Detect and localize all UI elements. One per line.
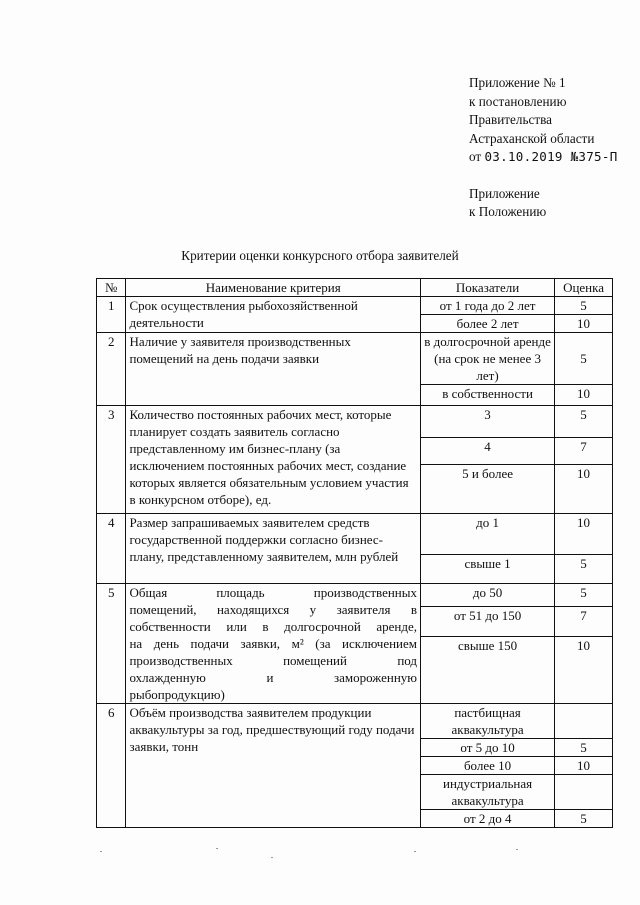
indicator: в собственности (421, 385, 555, 406)
score: 5 (555, 739, 613, 757)
appendix-government: Правительства (469, 112, 552, 127)
criterion-name: Срок осуществления рыбохозяйственной деятельности (126, 297, 421, 333)
score: 10 (555, 757, 613, 775)
criterion-line: производственных помещений под (129, 653, 418, 668)
appendix-date (469, 148, 618, 167)
indicator: более 10 (421, 757, 555, 775)
indicator: в долгосрочной аренде (на срок не менее 3 лет) (421, 333, 555, 385)
score: 10 (555, 385, 613, 406)
indicator: от 5 до 10 (421, 739, 555, 757)
criterion-name: Наличие у заявителя производственных помещений на день подачи заявки (126, 333, 421, 406)
scan-speckles (96, 845, 613, 865)
indicator: свыше 150 (421, 637, 555, 704)
criterion-name: Количество постоянных рабочих мест, которые планирует создать заявитель согласно представленному им бизнес-плану (за исключением постоянных рабочих мест, создание которых является обязательным условием участия в конкурсном отборе), ед. (126, 406, 421, 514)
score: 7 (555, 438, 613, 465)
table-row (97, 297, 613, 315)
header-indicators: Показатели (421, 279, 555, 297)
page-title: Критерии оценки конкурсного отбора заявителей (181, 248, 459, 263)
criterion-line: Общая площадь производственных (129, 585, 418, 600)
table-header-row (97, 279, 613, 297)
appendix-resolution: к постановлению (469, 93, 567, 109)
table-row (97, 514, 613, 555)
indicator: свыше 1 (421, 555, 555, 584)
indicator: пастбищная аквакультура (421, 704, 555, 739)
indicator: 3 (421, 406, 555, 438)
indicator: индустриальная аквакультура (421, 775, 555, 810)
score: 10 (555, 465, 613, 514)
score: 7 (555, 607, 613, 637)
score: 5 (555, 810, 613, 828)
score: 5 (555, 297, 613, 315)
score (555, 704, 613, 739)
indicator: более 2 лет (421, 315, 555, 333)
table-row (97, 333, 613, 385)
indicator: 4 (421, 438, 555, 465)
criterion-line: помещений, находящихся у заявителя в (129, 602, 418, 617)
criterion-line: охлажденную и замороженную (129, 670, 418, 685)
indicator: от 2 до 4 (421, 810, 555, 828)
table-row (97, 704, 613, 739)
criterion-name: Размер запрашиваемых заявителем средств государственной поддержки согласно бизнес-плану, представленному заявителем, млн рублей (126, 514, 421, 584)
row-num: 6 (97, 704, 126, 828)
appendix-block (469, 74, 618, 222)
appendix-sub-title: Приложение (469, 185, 540, 201)
criterion-line: собственности или в долгосрочной аренде, (129, 619, 418, 634)
indicator: от 1 года до 2 лет (421, 297, 555, 315)
criterion-line: рыбопродукцию) (129, 687, 225, 702)
indicator: до 1 (421, 514, 555, 555)
row-num: 1 (97, 297, 126, 333)
appendix-region: Астраханской области (469, 130, 595, 146)
criterion-name (126, 584, 421, 704)
appendix-date-prefix: от (469, 149, 482, 164)
score: 5 (555, 406, 613, 438)
score: 10 (555, 315, 613, 333)
score (555, 775, 613, 810)
criteria-table (96, 278, 613, 828)
score: 5 (555, 584, 613, 607)
table-row (97, 406, 613, 438)
row-num: 5 (97, 584, 126, 704)
score: 10 (555, 637, 613, 704)
appendix-sub-ref: к Положению (469, 204, 547, 219)
header-name: Наименование критерия (126, 279, 421, 297)
criterion-line: на день подачи заявки, м² (за исключением (129, 636, 418, 651)
indicator: до 50 (421, 584, 555, 607)
header-num: № (97, 279, 126, 297)
criterion-name: Объём производства заявителем продукции аквакультуры за год, предшествующий году подачи заявки, тонн (126, 704, 421, 828)
row-num: 4 (97, 514, 126, 584)
row-num: 3 (97, 406, 126, 514)
score: 10 (555, 514, 613, 555)
indicator: от 51 до 150 (421, 607, 555, 637)
score: 5 (555, 333, 613, 385)
indicator: 5 и более (421, 465, 555, 514)
table-row (97, 584, 613, 607)
row-num: 2 (97, 333, 126, 406)
header-score: Оценка (555, 279, 613, 297)
appendix-date-stamp: 03.10.2019 №375-П (484, 149, 618, 164)
score: 5 (555, 555, 613, 584)
appendix-number: Приложение № 1 (469, 75, 566, 90)
